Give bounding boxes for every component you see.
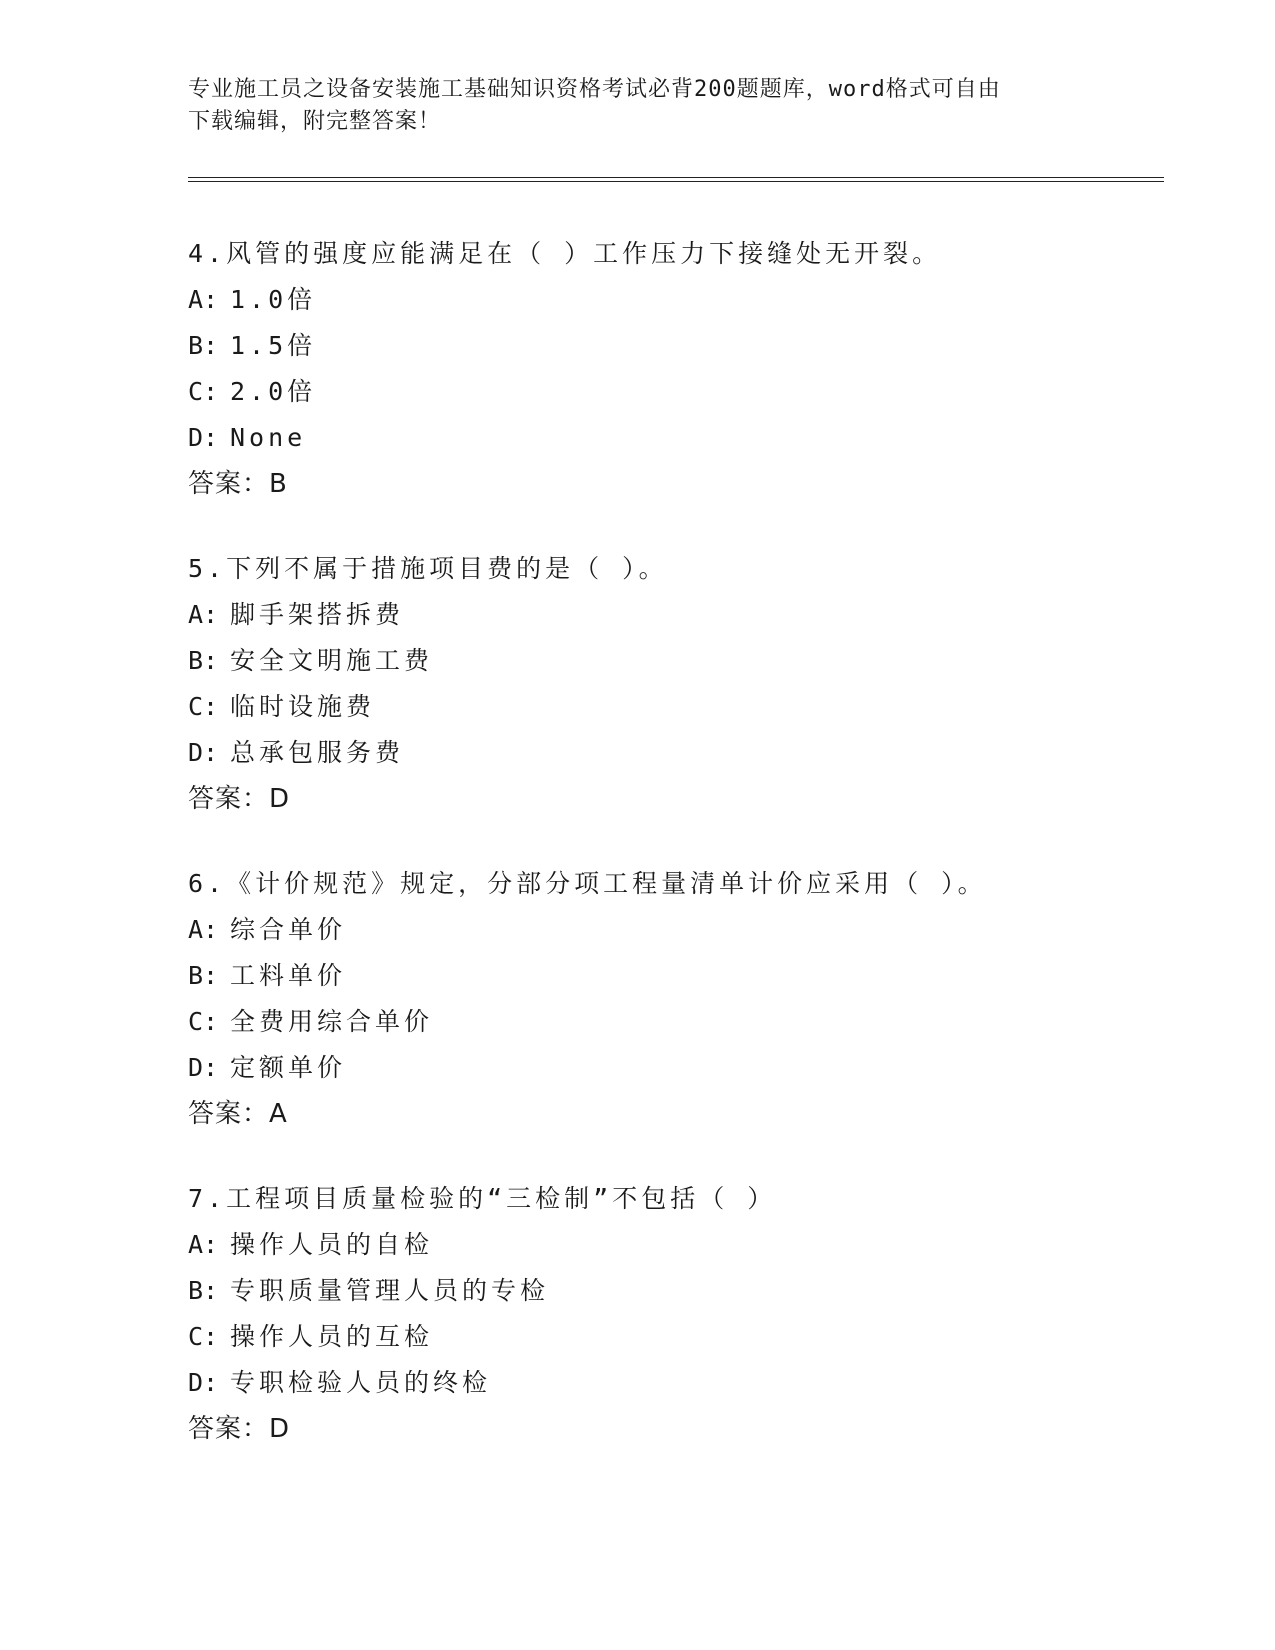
option-b (188, 953, 1188, 999)
answer-line: 答案：D (188, 1414, 291, 1444)
option-letter: C: (188, 1322, 219, 1351)
option-a (188, 907, 1188, 953)
option-c (188, 999, 1188, 1045)
header-line-2: 下载编辑，附完整答案！ (188, 109, 442, 134)
option-text: 1.0倍 (230, 285, 317, 314)
option-letter: A: (188, 1230, 219, 1259)
option-letter: C: (188, 692, 219, 721)
option-text: 专职检验人员的终检 (230, 1368, 492, 1397)
option-letter: A: (188, 600, 219, 629)
option-letter: C: (188, 1007, 219, 1036)
question-text: 4.风管的强度应能满足在（ ）工作压力下接缝处无开裂。 (188, 239, 942, 268)
option-letter: B: (188, 646, 219, 675)
option-text: 全费用综合单价 (230, 1007, 434, 1036)
option-b (188, 1268, 1188, 1314)
option-text: 安全文明施工费 (230, 646, 434, 675)
document-header (188, 74, 1068, 138)
option-d (188, 1045, 1188, 1091)
header-divider (188, 177, 1164, 182)
answer-line: 答案：B (188, 469, 288, 499)
option-text: 2.0倍 (230, 377, 317, 406)
option-a (188, 1222, 1188, 1268)
answer-line: 答案：D (188, 784, 291, 814)
option-letter: D: (188, 1368, 219, 1397)
question-block (188, 861, 1188, 1137)
question-block (188, 1176, 1188, 1452)
option-letter: D: (188, 1053, 219, 1082)
option-text: None (230, 423, 307, 452)
option-text: 总承包服务费 (230, 738, 405, 767)
option-d (188, 415, 1188, 461)
option-text: 专职质量管理人员的专检 (230, 1276, 550, 1305)
option-letter: B: (188, 331, 219, 360)
question-block (188, 546, 1188, 822)
option-letter: B: (188, 1276, 219, 1305)
option-b (188, 638, 1188, 684)
option-text: 临时设施费 (230, 692, 376, 721)
option-text: 操作人员的自检 (230, 1230, 434, 1259)
option-letter: C: (188, 377, 219, 406)
option-letter: D: (188, 738, 219, 767)
option-c (188, 369, 1188, 415)
question-text: 6.《计价规范》规定，分部分项工程量清单计价应采用（ ）。 (188, 869, 987, 898)
option-b (188, 323, 1188, 369)
option-a (188, 592, 1188, 638)
option-text: 综合单价 (230, 915, 347, 944)
option-a (188, 277, 1188, 323)
question-text: 5.下列不属于措施项目费的是（ ）。 (188, 554, 668, 583)
option-letter: B: (188, 961, 219, 990)
option-c (188, 1314, 1188, 1360)
option-text: 操作人员的互检 (230, 1322, 434, 1351)
option-text: 脚手架搭拆费 (230, 600, 405, 629)
option-letter: A: (188, 915, 219, 944)
header-line-1: 专业施工员之设备安装施工基础知识资格考试必背200题题库，word格式可自由 (188, 77, 1001, 102)
option-text: 工料单价 (230, 961, 347, 990)
answer-line: 答案：A (188, 1099, 288, 1129)
question-block (188, 231, 1188, 507)
option-letter: D: (188, 423, 219, 452)
option-text: 定额单价 (230, 1053, 347, 1082)
option-d (188, 1360, 1188, 1406)
option-c (188, 684, 1188, 730)
option-text: 1.5倍 (230, 331, 317, 360)
question-text: 7.工程项目质量检验的“三检制”不包括（ ） (188, 1184, 777, 1213)
option-d (188, 730, 1188, 776)
option-letter: A: (188, 285, 219, 314)
